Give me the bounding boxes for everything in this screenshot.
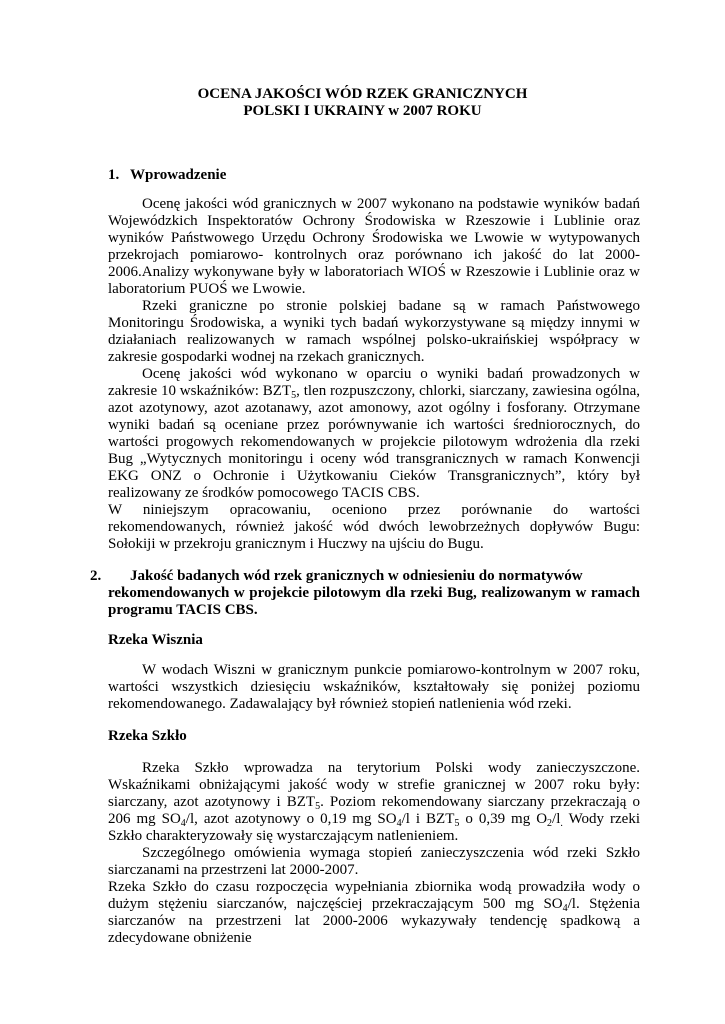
wisznia-heading: Rzeka Wisznia: [108, 632, 203, 648]
text-run: , tlen rozpuszczony, chlorki, siarczany, zawiesina ogólna, azot azotynowy, azot azotanawy, azot amonowy, azot ogólny i fosforany. Otrzymane wyniki badań są oceniane przez porównywanie ich wartości średniorocznych, do wartości progowych rekomendowanych w projekcie pilotowym wdrożenia dla rzeki Bug „Wytycznych monitoringu i oceny wód transgranicznych w ramach Konwencji EKG ONZ o Ochronie i Użytkowaniu Cieków Transgranicznych”, który był realizowany ze środków pomocowego TACIS CBS.: [108, 383, 640, 501]
text-run: o 0,39 mg O: [459, 811, 548, 827]
subscript: 5: [454, 818, 460, 829]
text-run: /l, azot azotynowy o 0,19 mg SO: [185, 811, 397, 827]
szklo-paragraph-1: [108, 760, 640, 845]
section-1-body: [108, 196, 640, 553]
section-2-title-rest: rekomendowanych w projekcie pilotowym dla rzeki Bug, realizowanym w ramach programu TACIS CBS.: [108, 585, 640, 618]
section-1-paragraph-1: Ocenę jakości wód granicznych w 2007 wykonano na podstawie wyników badań Wojewódzkich Inspektoratów Ochrony Środowiska w Rzeszowie i Lublinie oraz wyników Państwowego Urzędu Ochrony Środowiska we Lwowie w wytypowanych przekrojach pomiarowo- kontrolnych oraz porównano ich jakość do lat 2000-2006.Analizy wykonywane były w laboratoriach WIOŚ w Rzeszowie i Lublinie oraz w laboratorium PUOŚ we Lwowie.: [108, 196, 640, 297]
text-run: Rzeka Szkło do czasu rozpoczęcia wypełniania zbiornika wodą prowadziła wody o dużym stężeniu siarczanów, najczęściej przekraczającym 500 mg SO: [108, 879, 640, 912]
subscript: 4: [396, 818, 402, 829]
section-2-number: 2.: [90, 568, 102, 584]
szklo-heading: Rzeka Szkło: [108, 728, 187, 744]
section-1-paragraph-4: W niniejszym opracowaniu, oceniono przez porównanie do wartości rekomendowanych, również jakość wód dwóch lewobrzeżnych dopływów Bugu: Sołokiji w przekroju granicznym i Huczwy na ujściu do Bugu.: [108, 502, 640, 552]
text-run: /l i BZT: [401, 811, 455, 827]
section-1-heading: [108, 167, 226, 184]
section-2-title-line-1: Jakość badanych wód rzek granicznych w odniesieniu do normatywów: [130, 568, 583, 584]
wisznia-paragraph: W wodach Wiszni w granicznym punkcie pomiarowo-kontrolnym w 2007 roku, wartości wszystkich dziesięciu wskaźników, kształtowały się poniżej poziomu rekomendowanego. Zadawalający był również stopień natlenienia wód rzeki.: [108, 662, 640, 712]
subscript: .: [560, 818, 563, 829]
text-run: /l: [552, 811, 561, 827]
title-line-1: OCENA JAKOŚCI WÓD RZEK GRANICZNYCH: [197, 86, 528, 102]
szklo-paragraph-3: [108, 879, 640, 947]
text-run: Wody rzeki Szkło charakteryzowały się wystarczającym natlenieniem.: [108, 811, 640, 844]
szklo-body: [108, 760, 640, 947]
subscript: 4: [180, 818, 186, 829]
section-1-number: 1.: [108, 167, 120, 183]
title-line-2: POLSKI I UKRAINY w 2007 ROKU: [243, 103, 482, 119]
subscript: 4: [562, 903, 568, 914]
text-run: Rzeka Szkło wprowadza na terytorium Polski wody zanieczyszczone. Wskaźnikami obniżającymi jakość wody w strefie granicznej w 2007 roku były: siarczany, azot azotynowy i BZT: [108, 760, 640, 810]
document-title: [0, 86, 725, 120]
wisznia-body: [108, 662, 640, 713]
section-1-paragraph-2: Rzeki graniczne po stronie polskiej badane są w ramach Państwowego Monitoringu Środowiska, a wyniki tych badań wykorzystywane są między innymi w działaniach realizowanych w ramach wspólnej polsko-ukraińskiej współpracy w zakresie gospodarki wodnej na rzekach granicznych.: [108, 298, 640, 365]
subscript: 5: [291, 390, 297, 401]
text-run: Ocenę jakości wód wykonano w oparciu o wyniki badań prowadzonych w zakresie 10 wskaźników: BZT: [108, 366, 640, 399]
section-1-title: Wprowadzenie: [130, 167, 227, 183]
section-1-paragraph-3: [108, 366, 640, 502]
subscript: 2: [547, 818, 553, 829]
section-2-heading: [90, 568, 640, 619]
text-run: . Poziom rekomendowany siarczany przekraczają o 206 mg SO: [108, 794, 640, 827]
text-run: /l. Stężenia siarczanów na przestrzeni lat 2000-2006 wykazywały tendencję spadkową a zdecydowane obniżenie: [108, 896, 640, 946]
szklo-paragraph-2: Szczególnego omówienia wymaga stopień zanieczyszczenia wód rzeki Szkło siarczanami na przestrzeni lat 2000-2007.: [108, 845, 640, 878]
subscript: 5: [315, 801, 321, 812]
